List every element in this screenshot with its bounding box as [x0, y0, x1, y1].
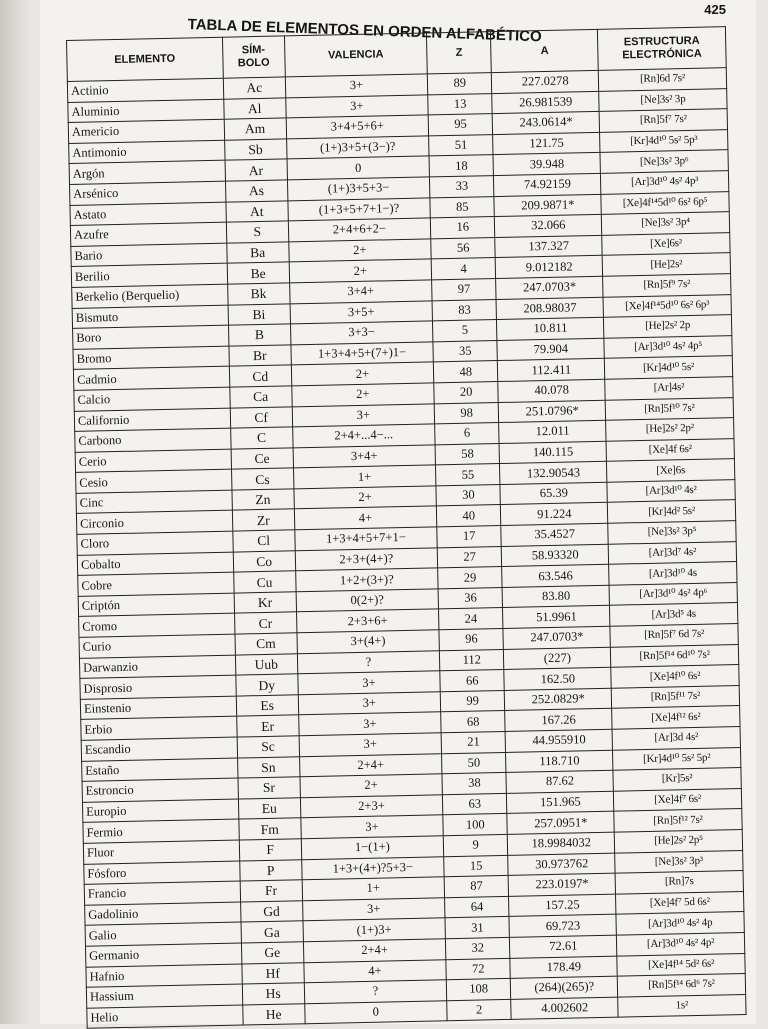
cell-z: 58	[435, 443, 500, 465]
cell-elemento: Einstenio	[80, 696, 236, 720]
cell-valencia: 3+	[298, 692, 441, 716]
cell-elemento: Disprosio	[80, 675, 236, 699]
cell-elemento: Galio	[85, 922, 241, 946]
cell-masa-atomica: 162.50	[504, 667, 611, 690]
cell-masa-atomica: 58.93320	[502, 544, 609, 567]
cell-z: 68	[441, 711, 506, 733]
cell-estructura-electronica: [Ar]3d¹⁰ 4s² 4p³	[601, 171, 729, 194]
cell-simbolo: Sc	[237, 736, 300, 758]
cell-simbolo: Eu	[238, 798, 301, 820]
cell-estructura-electronica: [Ar]3d⁷ 4s²	[608, 541, 736, 564]
cell-estructura-electronica: [Ar]3d¹⁰ 4s	[609, 562, 737, 585]
cell-estructura-electronica: [Kr]4d¹⁰ 5s²	[604, 356, 732, 379]
cell-z: 50	[442, 752, 507, 774]
cell-estructura-electronica: [He]2s² 2p²	[606, 418, 734, 441]
cell-elemento: Hafnio	[86, 964, 242, 988]
cell-simbolo: Am	[224, 118, 287, 140]
cell-z: 66	[440, 670, 505, 692]
cell-elemento: Cinc	[76, 490, 232, 514]
header-simbolo-line1: SÍM-	[241, 43, 266, 57]
header-estructura-line1: ESTRUCTURA	[623, 34, 700, 49]
cell-elemento: Bismuto	[72, 305, 228, 329]
cell-simbolo: Cr	[234, 612, 297, 634]
cell-z: 83	[432, 299, 497, 321]
cell-elemento: Berilio	[71, 264, 227, 288]
cell-estructura-electronica: [Ar]3d⁵ 4s	[610, 603, 738, 626]
cell-elemento: Americio	[68, 119, 224, 143]
cell-elemento: Argón	[69, 161, 225, 185]
cell-z: 31	[445, 917, 510, 939]
cell-estructura-electronica: [Ne]3s² 3p⁵	[608, 521, 736, 544]
elements-table-wrapper	[66, 26, 747, 1029]
cell-simbolo: Br	[229, 345, 292, 367]
cell-z: 48	[433, 361, 498, 383]
cell-valencia: 2+	[289, 259, 432, 283]
cell-z: 38	[442, 773, 507, 795]
cell-estructura-electronica: [Xe]6s²	[602, 232, 730, 255]
cell-simbolo: Hf	[241, 962, 304, 984]
cell-masa-atomica: 63.546	[502, 564, 609, 587]
cell-z: 6	[435, 423, 500, 445]
cell-estructura-electronica: [He]2s² 2p⁵	[614, 829, 742, 852]
header-estructura	[598, 27, 727, 71]
elements-table	[66, 26, 747, 1029]
cell-valencia: 3+	[302, 898, 445, 922]
cell-valencia: 3+	[301, 815, 444, 839]
cell-simbolo: Ar	[225, 159, 288, 181]
cell-valencia: 2+3+(4+)?	[295, 547, 438, 571]
cell-elemento: Cesio	[76, 469, 232, 493]
cell-masa-atomica: 4.002602	[511, 997, 618, 1020]
cell-z: 4	[431, 258, 496, 280]
cell-masa-atomica: 137.327	[495, 235, 602, 258]
cell-valencia: (1+3+5+7+1−)?	[288, 197, 431, 221]
cell-valencia: 3+	[298, 671, 441, 695]
cell-simbolo: Dy	[235, 674, 298, 696]
cell-elemento: Bromo	[73, 346, 229, 370]
cell-simbolo: P	[239, 859, 302, 881]
cell-simbolo: Bk	[227, 283, 290, 305]
cell-valencia: (1+)3+5+(3−)?	[286, 136, 429, 160]
cell-elemento: Fluor	[83, 840, 239, 864]
cell-masa-atomica: 140.115	[500, 441, 607, 464]
cell-simbolo: Be	[227, 262, 290, 284]
cell-z: 27	[437, 546, 502, 568]
cell-estructura-electronica: [Ar]3d¹⁰ 4s² 4p⁵	[604, 335, 732, 358]
cell-masa-atomica: 252.0829*	[505, 688, 612, 711]
page-edge-shadow	[0, 0, 30, 1024]
cell-simbolo: Cf	[230, 406, 293, 428]
cell-simbolo: Gd	[240, 900, 303, 922]
cell-z: 55	[436, 464, 501, 486]
cell-estructura-electronica: [Ne]3s² 3p⁶	[600, 150, 728, 173]
cell-z: 95	[428, 114, 493, 136]
cell-masa-atomica: 35.4527	[501, 523, 608, 546]
cell-elemento: Germanio	[85, 943, 241, 967]
cell-masa-atomica: 26.981539	[492, 91, 599, 114]
header-a: A	[491, 29, 599, 72]
cell-simbolo: Cs	[231, 468, 294, 490]
cell-estructura-electronica: [He]2s² 2p	[604, 315, 732, 338]
cell-simbolo: Cd	[229, 365, 292, 387]
cell-estructura-electronica: [Ar]3d¹⁰ 4s² 4p	[616, 912, 744, 935]
cell-masa-atomica: 40.078	[498, 379, 605, 402]
cell-simbolo: Zr	[232, 509, 295, 531]
cell-elemento: Gadolinio	[85, 902, 241, 926]
cell-estructura-electronica: [Ne]3s² 3p⁴	[601, 212, 729, 235]
cell-simbolo: Hs	[242, 983, 305, 1005]
cell-simbolo: C	[230, 427, 293, 449]
cell-estructura-electronica: [Ar]3d 4s²	[612, 727, 740, 750]
cell-masa-atomica: 44.955910	[506, 729, 613, 752]
cell-z: 97	[432, 278, 497, 300]
cell-valencia: 3+(4+)	[297, 630, 440, 654]
cell-simbolo: Kr	[234, 592, 297, 614]
cell-masa-atomica: 79.904	[497, 338, 604, 361]
cell-valencia: 3+3−	[290, 321, 433, 345]
cell-estructura-electronica: [Rn]5f¹⁰ 7s²	[605, 397, 733, 420]
cell-masa-atomica: 91.224	[501, 503, 608, 526]
cell-z: 21	[441, 731, 506, 753]
cell-masa-atomica: 209.9871*	[494, 194, 601, 217]
cell-elemento: Europio	[82, 799, 238, 823]
cell-valencia: 1+3+4+5+7+1−	[295, 527, 438, 551]
cell-elemento: Astato	[70, 202, 226, 226]
cell-valencia: 2+3+	[300, 795, 443, 819]
cell-elemento: Berkelio (Berquelio)	[72, 284, 228, 308]
header-elemento: ELEMENTO	[67, 37, 223, 81]
cell-elemento: Bario	[71, 243, 227, 267]
cell-valencia: 1+	[293, 465, 436, 489]
cell-estructura-electronica: [Rn]5f⁹ 7s²	[603, 274, 731, 297]
header-estructura-line2: ELECTRÓNICA	[622, 47, 702, 62]
cell-simbolo: Ca	[229, 386, 292, 408]
cell-estructura-electronica: [Xe]4f¹⁴5d¹⁰ 6s² 6p³	[603, 294, 731, 317]
cell-masa-atomica: 151.965	[507, 791, 614, 814]
cell-valencia: 2+4+	[303, 939, 446, 963]
cell-simbolo: Ba	[226, 242, 289, 264]
cell-z: 108	[446, 979, 511, 1001]
cell-z: 96	[439, 629, 504, 651]
cell-simbolo: Zn	[232, 489, 295, 511]
cell-masa-atomica: 39.948	[493, 153, 600, 176]
cell-z: 98	[434, 402, 499, 424]
cell-estructura-electronica: [Ar]3d¹⁰ 4s² 4p²	[617, 932, 745, 955]
cell-estructura-electronica: [Rn]7s	[615, 871, 743, 894]
cell-z: 35	[433, 340, 498, 362]
cell-simbolo: B	[228, 324, 291, 346]
cell-estructura-electronica: [Ar]4s²	[605, 377, 733, 400]
cell-estructura-electronica: [Xe]4f¹⁴ 5d² 6s²	[617, 953, 745, 976]
cell-z: 99	[440, 690, 505, 712]
cell-valencia: 3+4+5+6+	[286, 115, 429, 139]
cell-masa-atomica: 121.75	[493, 132, 600, 155]
cell-valencia: ?	[304, 980, 447, 1004]
cell-masa-atomica: 223.0197*	[509, 873, 616, 896]
cell-valencia: 3+4+	[289, 280, 432, 304]
cell-valencia: 2+4+	[299, 753, 442, 777]
cell-valencia: 1+3+4+5+(7+)1−	[291, 342, 434, 366]
cell-z: 29	[438, 567, 503, 589]
cell-masa-atomica: (264)(265)?	[511, 976, 618, 999]
cell-valencia: 2+3+6+	[296, 609, 439, 633]
cell-z: 51	[429, 134, 494, 156]
cell-simbolo: Sr	[238, 777, 301, 799]
cell-elemento: Aluminio	[68, 99, 224, 123]
cell-elemento: Erbio	[81, 716, 237, 740]
cell-estructura-electronica: [Rn]5f¹⁴ 6d¹⁰ 7s²	[610, 644, 738, 667]
cell-masa-atomica: 178.49	[510, 956, 617, 979]
cell-masa-atomica: 243.0614*	[493, 112, 600, 135]
cell-elemento: Fermio	[83, 819, 239, 843]
cell-simbolo: F	[239, 839, 302, 861]
cell-valencia: 3+	[298, 712, 441, 736]
cell-masa-atomica: 74.92159	[494, 173, 601, 196]
cell-estructura-electronica: [Xe]4f¹⁴5d¹⁰ 6s² 6p⁵	[601, 191, 729, 214]
cell-elemento: Fósforo	[84, 861, 240, 885]
cell-valencia: 3+	[292, 403, 435, 427]
cell-z: 15	[444, 855, 509, 877]
cell-elemento: Helio	[87, 1005, 243, 1029]
cell-simbolo: Cl	[232, 530, 295, 552]
cell-elemento: Cerio	[75, 449, 231, 473]
cell-valencia: 0	[287, 156, 430, 180]
cell-z: 18	[429, 155, 494, 177]
cell-simbolo: Es	[236, 695, 299, 717]
cell-valencia: 2+	[294, 486, 437, 510]
cell-z: 13	[428, 93, 493, 115]
cell-estructura-electronica: [Rn]5f⁷ 7s²	[599, 109, 727, 132]
cell-elemento: Criptón	[78, 593, 234, 617]
cell-elemento: Escandio	[81, 737, 237, 761]
cell-z: 63	[442, 793, 507, 815]
cell-estructura-electronica: [Xe]4f⁷ 5d 6s²	[616, 891, 744, 914]
cell-z: 56	[431, 237, 496, 259]
cell-elemento: Arsénico	[70, 181, 226, 205]
cell-elemento: Estaño	[82, 758, 238, 782]
cell-simbolo: Ga	[241, 921, 304, 943]
cell-masa-atomica: 12.011	[499, 420, 606, 443]
cell-z: 72	[446, 958, 511, 980]
cell-valencia: 1+3+(4+)?5+3−	[302, 856, 445, 880]
cell-estructura-electronica: [Kr]4d¹⁰ 5s² 5p³	[600, 129, 728, 152]
cell-elemento: Hassium	[86, 984, 242, 1008]
cell-simbolo: Uub	[235, 653, 298, 675]
cell-simbolo: Sb	[224, 139, 287, 161]
cell-simbolo: Ce	[231, 448, 294, 470]
cell-valencia: 2+	[289, 239, 432, 263]
header-simbolo-line2: BOLO	[237, 56, 270, 70]
cell-valencia: 2+4+...4−...	[292, 424, 435, 448]
cell-valencia: 0(2+)?	[296, 589, 439, 613]
cell-valencia: 3+	[286, 95, 429, 119]
cell-masa-atomica: 83.80	[503, 585, 610, 608]
cell-masa-atomica: 118.710	[506, 750, 613, 773]
cell-valencia: 4+	[304, 959, 447, 983]
cell-elemento: Californio	[74, 408, 230, 432]
cell-masa-atomica: 247.0703*	[496, 276, 603, 299]
cell-masa-atomica: 87.62	[506, 770, 613, 793]
cell-valencia: (1+)3+5+3−	[287, 177, 430, 201]
cell-estructura-electronica: 1s²	[618, 994, 746, 1017]
cell-elemento: Cloro	[77, 531, 233, 555]
cell-z: 112	[439, 649, 504, 671]
cell-estructura-electronica: [Ne]3s² 3p	[599, 88, 727, 111]
cell-estructura-electronica: [Xe]6s	[607, 459, 735, 482]
cell-valencia: 2+4+6+2−	[288, 218, 431, 242]
cell-elemento: Carbono	[75, 428, 231, 452]
cell-masa-atomica: 157.25	[509, 894, 616, 917]
cell-valencia: 2+	[291, 362, 434, 386]
cell-masa-atomica: 208.98037	[497, 297, 604, 320]
cell-valencia: 3+	[299, 733, 442, 757]
cell-simbolo: Ac	[223, 77, 286, 99]
cell-z: 30	[436, 484, 501, 506]
cell-estructura-electronica: [Kr]4d² 5s²	[607, 500, 735, 523]
cell-z: 9	[443, 834, 508, 856]
cell-valencia: 4+	[294, 506, 437, 530]
book-page	[40, 0, 756, 1024]
cell-simbolo: S	[226, 221, 289, 243]
cell-simbolo: Cm	[235, 633, 298, 655]
cell-estructura-electronica: [Xe]4f 6s²	[606, 438, 734, 461]
cell-elemento: Antimonio	[69, 140, 225, 164]
cell-masa-atomica: 251.0796*	[499, 400, 606, 423]
cell-elemento: Calcio	[74, 387, 230, 411]
cell-estructura-electronica: [Rn]5f⁷ 6d 7s²	[610, 624, 738, 647]
cell-masa-atomica: 132.90543	[500, 462, 607, 485]
cell-masa-atomica: 227.0278	[492, 70, 599, 93]
cell-z: 20	[434, 381, 499, 403]
cell-masa-atomica: 72.61	[510, 935, 617, 958]
cell-simbolo: Cu	[233, 571, 296, 593]
page-title: TABLA DE ELEMENTOS EN ORDEN ALFABÉTICO	[187, 16, 542, 46]
header-valencia: VALENCIA	[284, 33, 427, 77]
cell-masa-atomica: 112.411	[498, 359, 605, 382]
header-simbolo	[222, 36, 285, 78]
cell-estructura-electronica: [Ar]3d¹⁰ 4s² 4p⁶	[609, 582, 737, 605]
cell-z: 36	[438, 587, 503, 609]
cell-valencia: 0	[305, 1000, 448, 1024]
table-body	[67, 68, 746, 1029]
cell-estructura-electronica: [Ar]3d¹⁰ 4s²	[607, 479, 735, 502]
page-number: 425	[704, 2, 726, 17]
cell-masa-atomica: (227)	[504, 647, 611, 670]
cell-masa-atomica: 18.9984032	[508, 832, 615, 855]
cell-simbolo: Sn	[237, 756, 300, 778]
cell-simbolo: Er	[236, 715, 299, 737]
cell-z: 24	[439, 608, 504, 630]
cell-simbolo: Al	[223, 98, 286, 120]
cell-simbolo: As	[225, 180, 288, 202]
cell-z: 89	[427, 73, 492, 95]
cell-z: 17	[437, 526, 502, 548]
cell-z: 64	[445, 896, 510, 918]
cell-z: 87	[444, 876, 509, 898]
cell-simbolo: At	[226, 200, 289, 222]
header-z: Z	[426, 32, 491, 74]
cell-valencia: 3+5+	[290, 300, 433, 324]
cell-valencia: 3+4+	[293, 445, 436, 469]
cell-z: 40	[436, 505, 501, 527]
cell-masa-atomica: 247.0703*	[503, 626, 610, 649]
cell-masa-atomica: 167.26	[505, 709, 612, 732]
cell-estructura-electronica: [Rn]5f¹² 7s²	[614, 809, 742, 832]
cell-z: 85	[430, 196, 495, 218]
cell-simbolo: He	[242, 1003, 305, 1025]
cell-z: 100	[443, 814, 508, 836]
cell-valencia: 3+	[285, 74, 428, 98]
cell-valencia: 1+	[302, 877, 445, 901]
cell-z: 32	[445, 937, 510, 959]
cell-elemento: Azufre	[70, 222, 226, 246]
cell-estructura-electronica: [Kr]4d¹⁰ 5s² 5p²	[613, 747, 741, 770]
cell-estructura-electronica: [Rn]6d 7s²	[598, 68, 726, 91]
cell-estructura-electronica: [He]2s²	[602, 253, 730, 276]
cell-simbolo: Bi	[228, 303, 291, 325]
cell-elemento: Cadmio	[73, 366, 229, 390]
cell-z: 16	[430, 217, 495, 239]
cell-estructura-electronica: [Kr]5s²	[613, 768, 741, 791]
cell-masa-atomica: 30.973762	[508, 853, 615, 876]
cell-valencia: 1−(1+)	[301, 836, 444, 860]
cell-elemento: Actinio	[67, 78, 223, 102]
cell-elemento: Darwanzio	[79, 655, 235, 679]
cell-valencia: ?	[297, 650, 440, 674]
cell-estructura-electronica: [Xe]4f⁷ 6s²	[614, 788, 742, 811]
cell-estructura-electronica: [Rn]5f¹¹ 7s²	[611, 685, 739, 708]
cell-elemento: Estroncio	[82, 778, 238, 802]
cell-masa-atomica: 10.811	[497, 317, 604, 340]
cell-elemento: Cobalto	[77, 552, 233, 576]
cell-elemento: Cromo	[79, 614, 235, 638]
cell-estructura-electronica: [Rn]5f¹⁴ 6d⁶ 7s²	[617, 974, 745, 997]
cell-z: 5	[432, 320, 497, 342]
cell-estructura-electronica: [Xe]4f¹⁰ 6s²	[611, 665, 739, 688]
cell-masa-atomica: 51.9961	[503, 606, 610, 629]
cell-elemento: Francio	[84, 881, 240, 905]
cell-masa-atomica: 32.066	[495, 214, 602, 237]
cell-z: 33	[429, 176, 494, 198]
cell-valencia: 1+2+(3+)?	[295, 568, 438, 592]
cell-valencia: 2+	[300, 774, 443, 798]
cell-masa-atomica: 9.012182	[496, 256, 603, 279]
cell-masa-atomica: 65.39	[500, 482, 607, 505]
cell-elemento: Boro	[73, 325, 229, 349]
cell-elemento: Circonio	[76, 511, 232, 535]
cell-estructura-electronica: [Xe]4f¹² 6s²	[612, 706, 740, 729]
cell-simbolo: Ge	[241, 942, 304, 964]
cell-estructura-electronica: [Ne]3s² 3p³	[615, 850, 743, 873]
cell-elemento: Cobre	[78, 572, 234, 596]
cell-valencia: 2+	[292, 383, 435, 407]
cell-valencia: (1+)3+	[303, 918, 446, 942]
cell-masa-atomica: 257.0951*	[507, 812, 614, 835]
cell-z: 2	[447, 999, 512, 1021]
cell-simbolo: Fm	[238, 818, 301, 840]
cell-simbolo: Co	[233, 550, 296, 572]
cell-elemento: Curio	[79, 634, 235, 658]
cell-simbolo: Fr	[240, 880, 303, 902]
cell-masa-atomica: 69.723	[509, 915, 616, 938]
